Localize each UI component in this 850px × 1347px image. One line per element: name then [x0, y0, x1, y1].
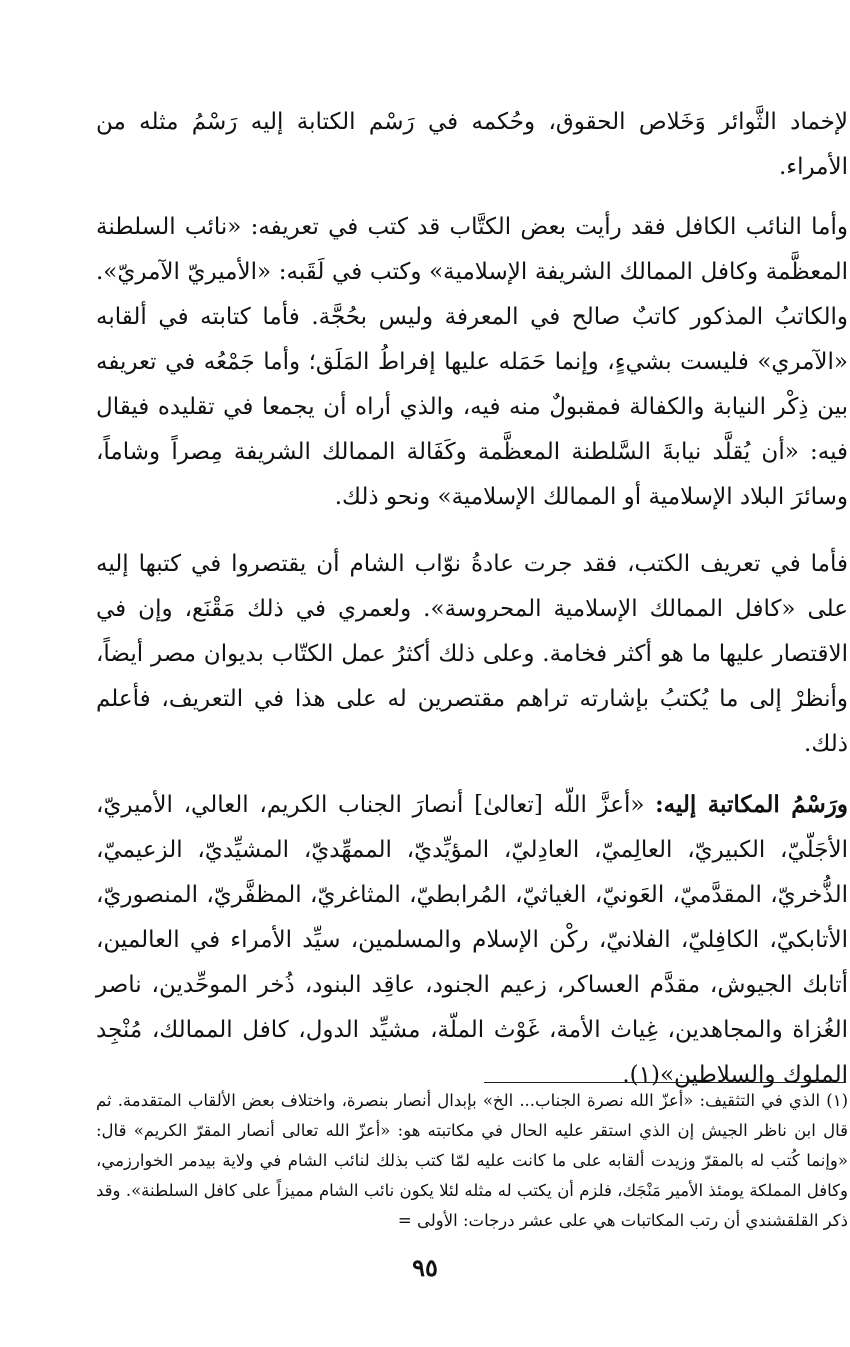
- main-text-block: [96, 100, 848, 1098]
- paragraph-intro: لإخماد الثَّوائر وَخَلاص الحقوق، وحُكمه في رَسْم الكتابة إليه رَسْمُ مثله من الأمراء.: [96, 109, 848, 180]
- footnote-divider: [484, 1082, 846, 1083]
- paragraph-rasm-mukataba: [96, 782, 848, 1098]
- paragraph-naib-kafil: وأما النائب الكافل فقد رأيت بعض الكتَّاب قد كتب في تعريفه: «نائب السلطنة المعظَّمة وكافل الممالك الشريفة الإسلامية» وكتب في لَقَبه: «الأميريّ الآمريّ». والكاتبُ المذكور كاتبٌ صالح في المعرفة وليس بحُجَّة. فأما كتابته في ألقابه «الآمري» فليست بشيءٍ، وإنما حَمَله عليها إفراطُ المَلَق؛ وأما جَمْعُه في تعريفه بين ذِكْر النيابة والكفالة فمقبولٌ منه فيه، والذي أراه أن يجمعا في تقليده فيقال فيه: «أن يُقلَّد نيابةَ السَّلطنة المعظَّمة وكَفَالة الممالك الشريفة مِصراً وشاماً، وسائرَ البلاد الإسلامية أو الممالك الإسلامية» ونحو ذلك.: [96, 214, 848, 510]
- footnote-block: [96, 1086, 848, 1236]
- rasm-lead-label: ورَسْمُ المكاتبة إليه:: [655, 791, 849, 818]
- page-number: ٩٥: [412, 1253, 438, 1282]
- footnote-1: (١) الذي في التثقيف: «أعزّ الله نصرة الجناب... الخ» بإبدال أنصار بنصرة، واختلاف بعض الألقاب المتقدمة. ثم قال ابن ناظر الجيش إن الذي استقر عليه الحال في مكاتبته هو: «أعزّ الله تعالى أنصار المقرّ الكريم» قال: «وإنما كُتب له بالمقرّ وزيدت ألقابه على ما كانت عليه لمّا كتب بذلك لنائب الشام في ولاية بيدمر الخوارزمي، وكافل المملكة يومئذ الأمير مَنْجَك، فلزم أن يكتب له مثله لئلا يكون نائب الشام مميزاً على كافل السلطنة». وقد ذكر القلقشندي أن رتب المكاتبات هي على عشر درجات: الأولى =: [96, 1091, 848, 1230]
- rasm-body-text: «أعزَّ اللّه [تعالىٰ] أنصارَ الجناب الكريم، العالي، الأميريّ، الأجَلّيّ، الكبيريّ، العالِميّ، العادِليّ، المؤيِّديّ، الممهِّديّ، المشيِّديّ، الزعيميّ، الذُّخريّ، المقدَّميّ، العَونيّ، الغياثيّ، المُرابطيّ، المثاغريّ، المظفَّريّ، المنصوريّ، الأتابكيّ، الكافِليّ، الفلانيّ، ركْن الإسلام والمسلمين، سيِّد الأمراء في العالمين، أتابك الجيوش، مقدَّم العساكر، زعيم الجنود، عاقِد البنود، ذُخر الموحِّدين، ناصر الغُزاة والمجاهدين، غِياث الأمة، غَوْث الملّة، مشيِّد الدول، كافل الممالك، مُنْجِد الملوك والسلاطين»(١).: [96, 792, 848, 1088]
- paragraph-tarif-kutub: فأما في تعريف الكتب، فقد جرت عادةُ نوّاب الشام أن يقتصروا في كتبها إليه على «كافل الممالك الإسلامية المحروسة». ولعمري في ذلك مَقْنَع، وإن في الاقتصار عليها ما هو أكثر فخامة. وعلى ذلك أكثرُ عمل الكتّاب بديوان مصر أيضاً، وأنظرْ إلى ما يُكتبُ بإشارته تراهم مقتصرين له على هذا في التعريف، فأعلم ذلك.: [96, 551, 848, 757]
